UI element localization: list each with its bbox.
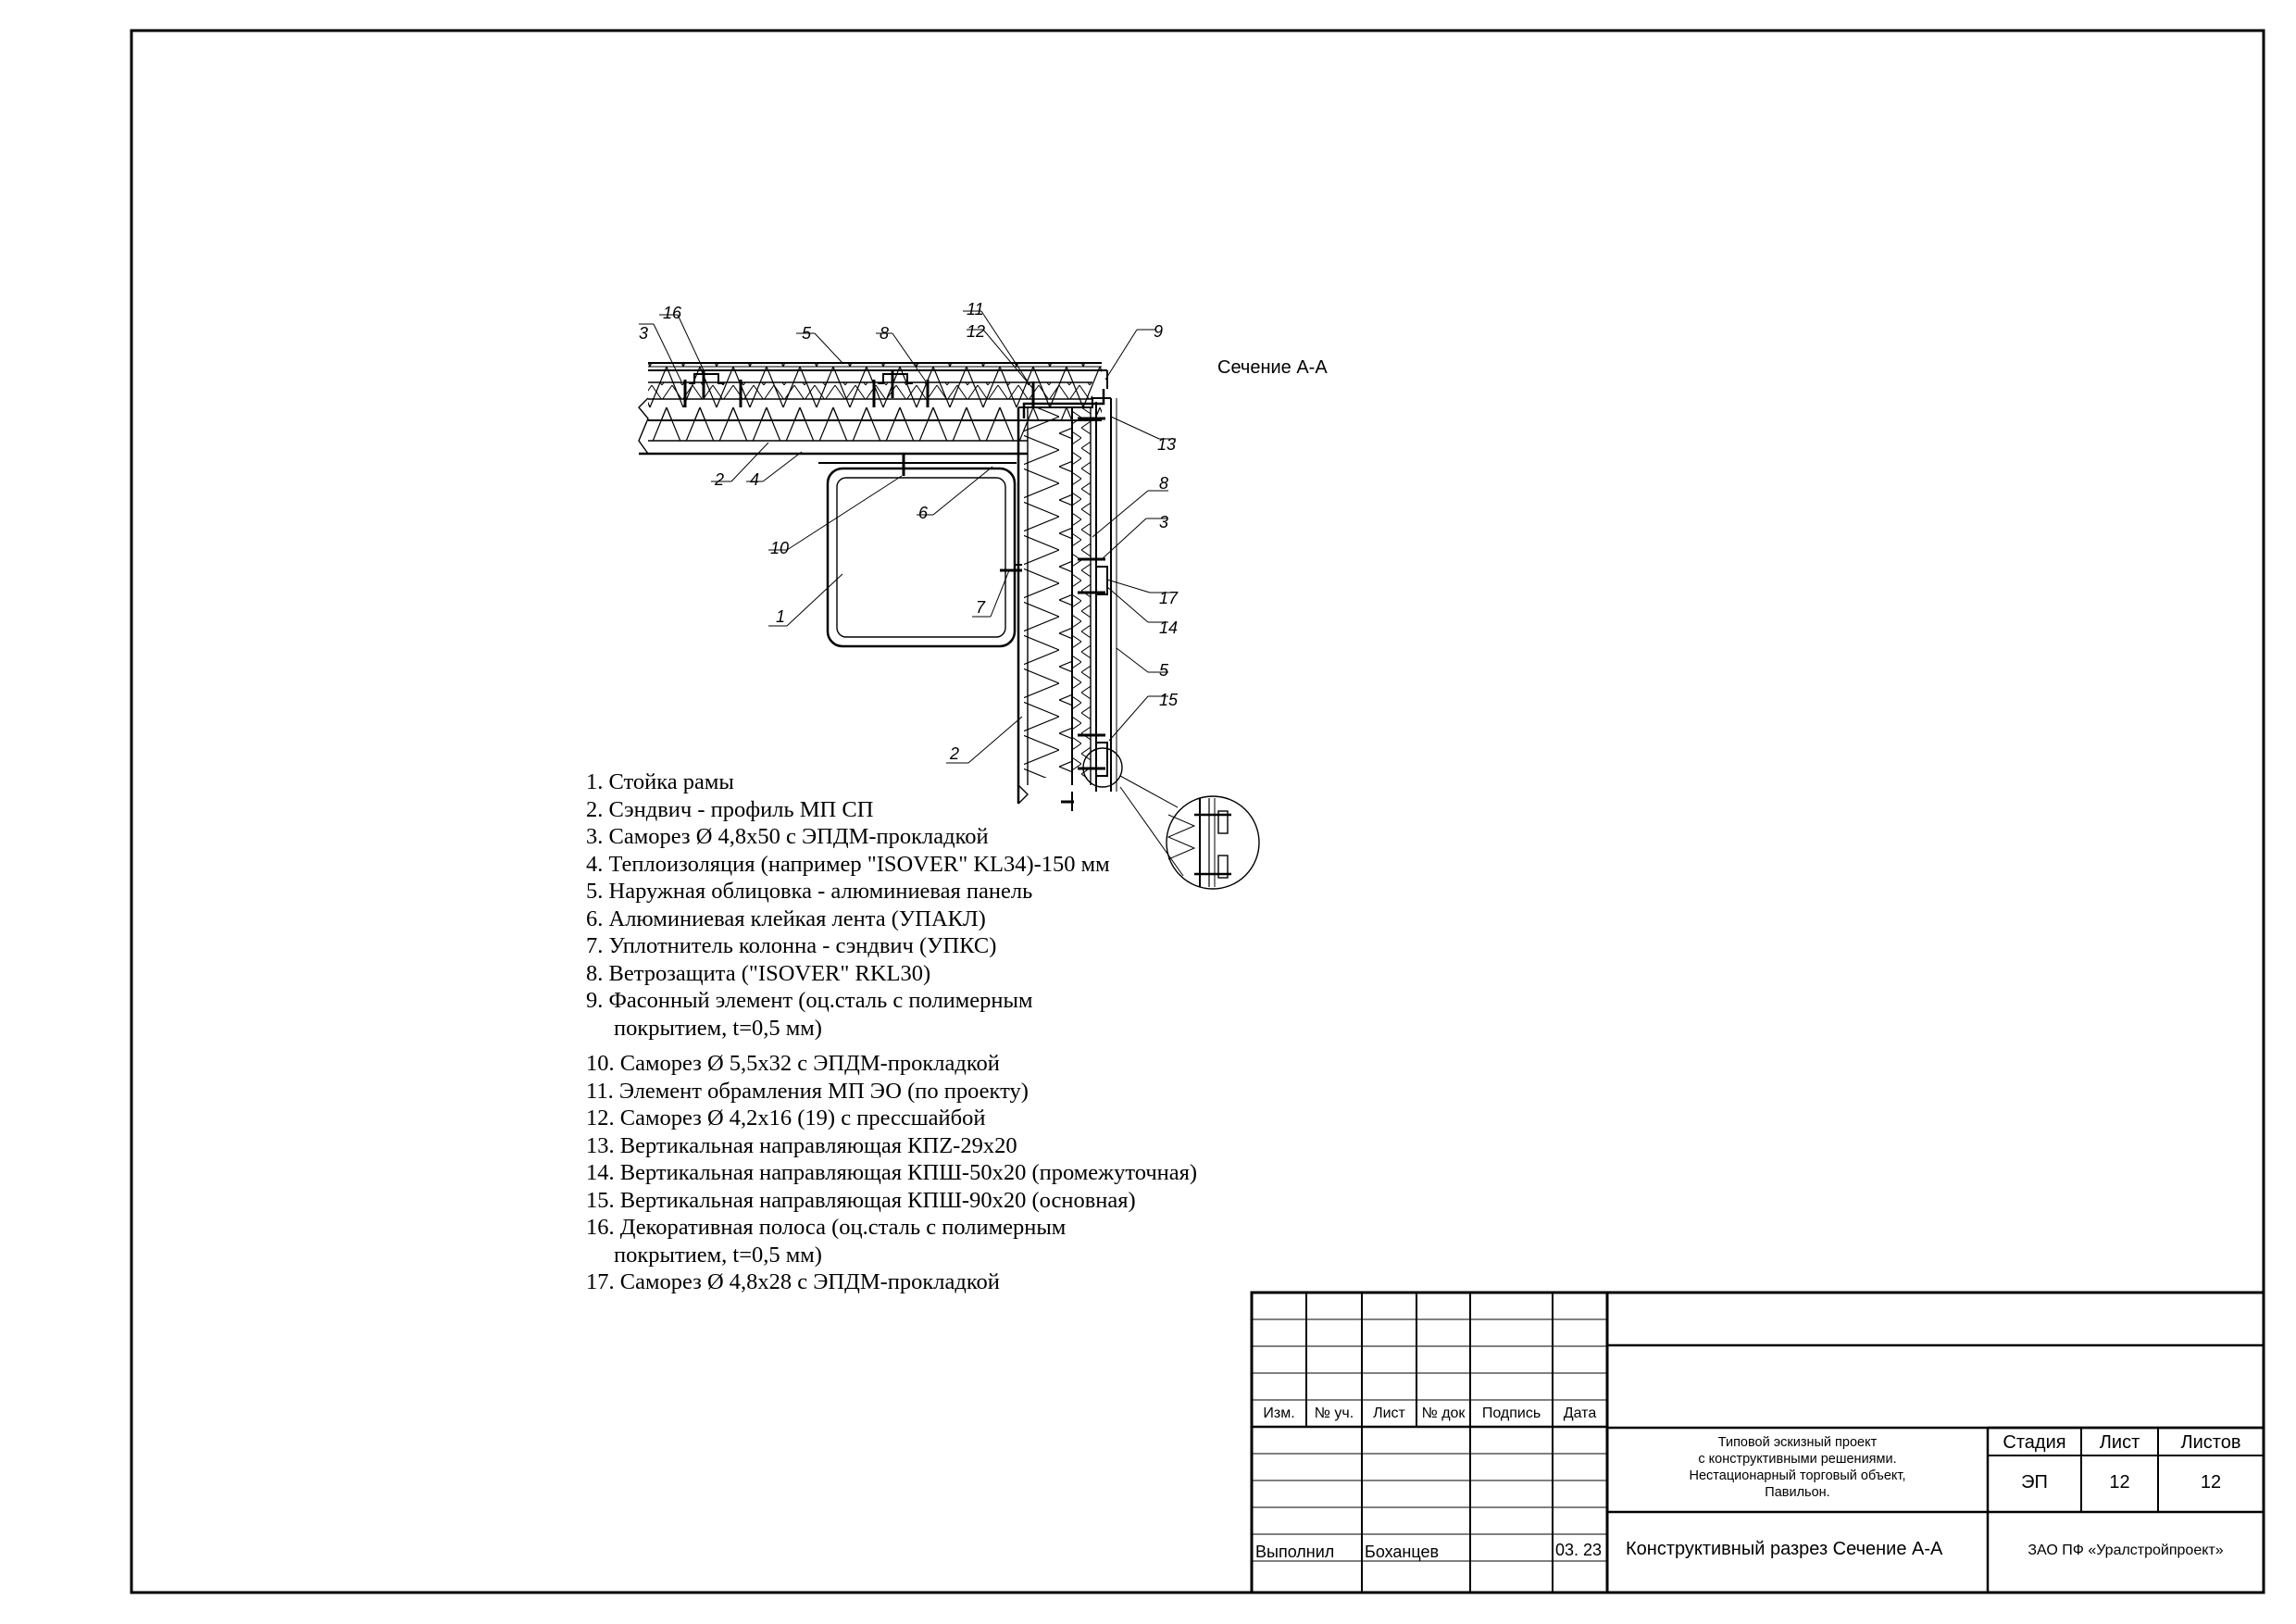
callout-1: 1 <box>776 607 786 626</box>
header-list: Лист <box>1373 1405 1405 1421</box>
sheet-value: 12 <box>2109 1472 2130 1493</box>
legend-item-continuation: покрытием, t=0,5 мм) <box>614 1015 822 1041</box>
legend-item: 2. Сэндвич - профиль МП СП <box>586 796 874 822</box>
callout-3: 3 <box>639 324 649 343</box>
sheet-label: Лист <box>2099 1432 2140 1453</box>
callout-11: 11 <box>967 300 984 319</box>
legend-item: 13. Вертикальная направляющая КПZ-29x20 <box>586 1132 1017 1158</box>
header-no-dok: № док <box>1421 1405 1466 1421</box>
header-podpis: Подпись <box>1481 1405 1541 1421</box>
project-line: Типовой эскизный проект <box>1717 1435 1878 1450</box>
callout-17: 17 <box>1159 589 1179 607</box>
author-name: Боханцев <box>1365 1543 1440 1561</box>
author-date: 03. 23 <box>1555 1541 1603 1559</box>
sheet-frame <box>131 31 2264 1593</box>
stage-value: ЭП <box>2021 1472 2048 1493</box>
legend-item: 14. Вертикальная направляющая КПШ-50x20 (промежуточная) <box>586 1160 1198 1185</box>
legend-item: 5. Наружная облицовка - алюминиевая панель <box>586 879 1033 904</box>
legend-item-continuation: покрытием, t=0,5 мм) <box>614 1242 822 1268</box>
callout-13: 13 <box>1157 435 1177 454</box>
stage-label: Стадия <box>2003 1432 2066 1453</box>
callout-14: 14 <box>1159 618 1179 637</box>
callout-12: 12 <box>967 322 986 341</box>
legend-item: 4. Теплоизоляция (например "ISOVER" KL34)-150 мм <box>586 851 1110 877</box>
callout-15: 15 <box>1159 691 1179 709</box>
project-line: с конструктивными решениями. <box>1698 1452 1897 1467</box>
callout-7: 7 <box>976 598 986 617</box>
legend-item: 17. Саморез Ø 4,8x28 с ЭПДМ-прокладкой <box>586 1269 1000 1294</box>
callout-3b: 3 <box>1159 513 1169 531</box>
legend-item: 10. Саморез Ø 5,5x32 с ЭПДМ-прокладкой <box>586 1051 1000 1076</box>
header-no-uch: № уч. <box>1314 1405 1354 1421</box>
wall-panel <box>1000 389 1117 811</box>
callout-2b: 2 <box>950 744 960 763</box>
callout-9: 9 <box>1154 322 1164 341</box>
callout-6: 6 <box>918 504 929 522</box>
legend <box>586 768 1197 1296</box>
header-izm: Изм. <box>1263 1405 1295 1421</box>
callout-8: 8 <box>880 324 890 343</box>
drawing-title: Конструктивный разрез Сечение А-А <box>1626 1539 1943 1559</box>
legend-item: 1. Стойка рамы <box>586 769 734 794</box>
frame-column <box>818 454 1022 646</box>
legend-item: 15. Вертикальная направляющая КПШ-90x20 (основная) <box>586 1187 1136 1213</box>
legend-item: 16. Декоративная полоса (оц.сталь с полимерным <box>586 1215 1067 1240</box>
section-title: Сечение А-А <box>1217 357 1328 378</box>
role-label: Выполнил <box>1255 1543 1335 1561</box>
legend-item: 3. Саморез Ø 4,8x50 с ЭПДМ-прокладкой <box>586 824 989 849</box>
callout-8b: 8 <box>1159 474 1169 493</box>
project-description <box>1607 1434 1988 1501</box>
legend-item: 7. Уплотнитель колонна - сэндвич (УПКС) <box>586 933 997 958</box>
legend-item: 6. Алюминиевая клейкая лента (УПАКЛ) <box>586 906 986 931</box>
callout-10: 10 <box>770 539 790 557</box>
legend-item: 11. Элемент обрамления МП ЭО (по проекту) <box>586 1078 1029 1104</box>
sheets-value: 12 <box>2200 1472 2222 1493</box>
project-line: Нестационарный торговый объект, <box>1689 1468 1906 1483</box>
sheets-label: Листов <box>2180 1432 2241 1453</box>
callout-4: 4 <box>750 470 760 489</box>
header-data: Дата <box>1563 1405 1597 1421</box>
callout-16: 16 <box>663 304 682 322</box>
callout-5: 5 <box>802 324 812 343</box>
project-line: Павильон. <box>1765 1485 1830 1500</box>
legend-item: 9. Фасонный элемент (оц.сталь с полимерным <box>586 988 1033 1013</box>
legend-item: 8. Ветрозащита ("ISOVER" RKL30) <box>586 960 931 986</box>
organization: ЗАО ПФ «Уралстройпроект» <box>2028 1543 2224 1558</box>
callout-2: 2 <box>715 470 725 489</box>
legend-item: 12. Саморез Ø 4,2x16 (19) с прессшайбой <box>586 1106 986 1131</box>
callout-5b: 5 <box>1159 661 1169 680</box>
